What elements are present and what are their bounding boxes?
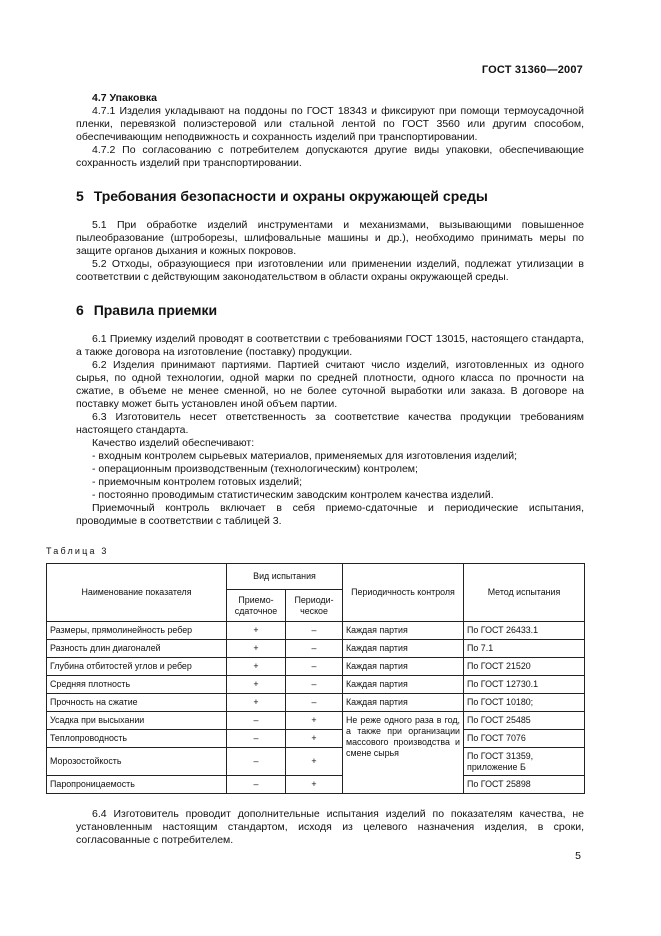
paragraph: Качество изделий обеспечивают:	[92, 437, 255, 449]
cell-method: По ГОСТ 7076	[464, 730, 585, 748]
cell-method: По ГОСТ 21520	[464, 658, 585, 676]
table-row	[47, 658, 585, 676]
table-row	[47, 622, 585, 640]
list-item: - операционным производственным (технологическим) контролем;	[92, 463, 418, 475]
cell-method: По ГОСТ 25485	[464, 712, 585, 730]
table-row	[47, 776, 585, 794]
cell-indicator: Паропроницаемость	[47, 776, 227, 794]
cell-frequency: Каждая партия	[343, 676, 464, 694]
paragraph: 6.1 Приемку изделий проводят в соответствии с требованиями ГОСТ 13015, настоящего стандарта, а также договора на изготовление (поставку) продукции.	[76, 333, 584, 358]
cell-method: По ГОСТ 10180;	[464, 694, 585, 712]
cell-frequency: Каждая партия	[343, 658, 464, 676]
table-row	[47, 676, 585, 694]
list-item: - постоянно проводимым статистическим заводским контролем качества изделий.	[92, 489, 494, 501]
cell-indicator: Прочность на сжатие	[47, 694, 227, 712]
paragraph: 6.4 Изготовитель проводит дополнительные испытания изделий по показателям качества, не установленным настоящим стандартом, исходя из целевого назначения изделия, в сроки, согласованные с потребителем.	[76, 808, 584, 846]
paragraph: 6.3 Изготовитель несет ответственность за соответствие качества продукции требованиям настоящего стандарта.	[76, 411, 584, 436]
cell-acceptance: +	[227, 658, 286, 676]
table-row	[47, 748, 585, 776]
cell-indicator: Разность длин диагоналей	[47, 640, 227, 658]
cell-periodic: –	[286, 640, 343, 658]
page-number: 5	[575, 850, 581, 862]
cell-indicator: Усадка при высыхании	[47, 712, 227, 730]
paragraph: 4.7.1 Изделия укладывают на поддоны по ГОСТ 18343 и фиксируют при помощи термоусадочной пленки, перевязкой полиэстеровой или стальной лентой по ГОСТ 3560 или другим способом, обеспечивающим неподвижность и сохранность изделий при транспортировании.	[76, 105, 584, 143]
cell-periodic: +	[286, 712, 343, 730]
cell-method: По ГОСТ 26433.1	[464, 622, 585, 640]
cell-periodic: –	[286, 676, 343, 694]
cell-indicator: Морозостойкость	[47, 748, 227, 776]
header-test-type: Вид испытания	[227, 564, 343, 590]
table-caption: Таблица 3	[46, 546, 109, 556]
table-row	[47, 712, 585, 730]
paragraph: Приемочный контроль включает в себя приемо-сдаточные и периодические испытания, проводимые в соответствии с таблицей 3.	[76, 502, 584, 527]
table-row	[47, 694, 585, 712]
cell-method: По 7.1	[464, 640, 585, 658]
cell-acceptance: +	[227, 694, 286, 712]
cell-periodic: +	[286, 748, 343, 776]
cell-frequency: Каждая партия	[343, 694, 464, 712]
subsection-title: 4.7 Упаковка	[92, 92, 157, 104]
header-method: Метод испытания	[464, 564, 585, 622]
cell-acceptance: +	[227, 622, 286, 640]
cell-acceptance: +	[227, 676, 286, 694]
cell-indicator: Теплопроводность	[47, 730, 227, 748]
cell-acceptance: –	[227, 748, 286, 776]
page-content	[46, 92, 584, 847]
paragraph: 4.7.2 По согласованию с потребителем допускаются другие виды упаковки, обеспечивающие сохранность изделий при транспортировании.	[76, 144, 584, 169]
cell-indicator: Размеры, прямолинейность ребер	[47, 622, 227, 640]
section-heading	[76, 188, 584, 205]
cell-method: По ГОСТ 31359, приложение Б	[464, 748, 585, 776]
cell-periodic: –	[286, 622, 343, 640]
section-title: Правила приемки	[93, 302, 218, 318]
cell-acceptance: –	[227, 776, 286, 794]
cell-method: По ГОСТ 25898	[464, 776, 585, 794]
header-periodic: Периоди-ческое	[286, 590, 343, 622]
cell-indicator: Глубина отбитостей углов и ребер	[47, 658, 227, 676]
cell-acceptance: –	[227, 712, 286, 730]
list-item: - приемочным контролем готовых изделий;	[92, 476, 303, 488]
section-number: 6	[76, 302, 84, 318]
cell-method: По ГОСТ 12730.1	[464, 676, 585, 694]
section-heading	[76, 302, 584, 319]
cell-acceptance: +	[227, 640, 286, 658]
paragraph: 5.2 Отходы, образующиеся при изготовлении или применении изделий, подлежат утилизации в соответствии с действующим законодательством в области охраны окружающей среды.	[76, 258, 584, 283]
document-header: ГОСТ 31360—2007	[481, 64, 583, 76]
header-frequency: Периодичность контроля	[343, 564, 464, 622]
table-row	[47, 730, 585, 748]
cell-acceptance: –	[227, 730, 286, 748]
header-indicator: Наименование показателя	[47, 564, 227, 622]
paragraph: 5.1 При обработке изделий инструментами и механизмами, вызывающими повышенное пылеобразование (штроборезы, шлифовальные машины и др.), необходимо принимать меры по защите органов дыхания и кожных покровов.	[76, 219, 584, 257]
table-3	[46, 563, 585, 794]
cell-indicator: Средняя плотность	[47, 676, 227, 694]
cell-periodic: +	[286, 776, 343, 794]
cell-periodic: +	[286, 730, 343, 748]
cell-periodic: –	[286, 658, 343, 676]
table-row	[47, 640, 585, 658]
section-number: 5	[76, 188, 84, 204]
header-acceptance: Приемо-сдаточное	[227, 590, 286, 622]
paragraph: 6.2 Изделия принимают партиями. Партией считают число изделий, изготовленных из одного сырья, по одной технологии, одной марки по средней плотности, одного класса по прочности на сжатие, в объеме не менее сменной, но не более суточной выработки или заказа. В договоре на поставку может быть установлен иной объем партии.	[76, 359, 584, 410]
cell-frequency: Каждая партия	[343, 622, 464, 640]
cell-periodic: –	[286, 694, 343, 712]
section-title: Требования безопасности и охраны окружающей среды	[93, 188, 488, 204]
cell-frequency-periodic: Не реже одного раза в год, а также при организации массового производства и смене сырья	[343, 712, 464, 794]
cell-frequency: Каждая партия	[343, 640, 464, 658]
list-item: - входным контролем сырьевых материалов, применяемых для изготовления изделий;	[92, 450, 518, 462]
